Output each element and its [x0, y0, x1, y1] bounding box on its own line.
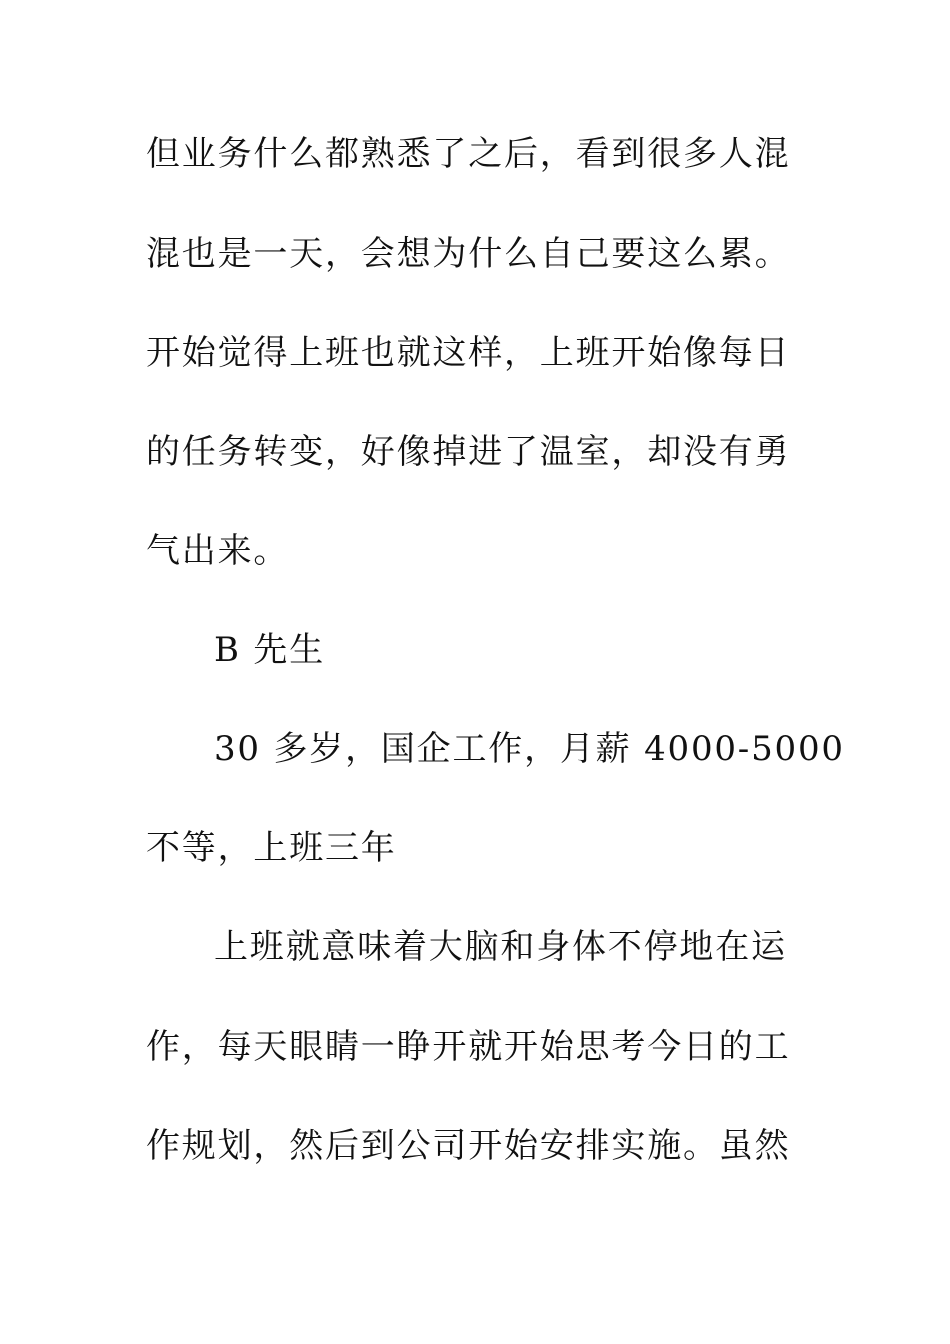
paragraph-line: 30 多岁，国企工作，月薪 4000-5000 [214, 729, 845, 769]
paragraph-line: 的任务转变，好像掉进了温室，却没有勇 [146, 432, 791, 472]
paragraph-line: 混也是一天，会想为什么自己要这么累。 [146, 234, 791, 274]
section-heading: B 先生 [214, 630, 325, 670]
paragraph-line: 开始觉得上班也就这样，上班开始像每日 [146, 333, 791, 373]
paragraph-line: 但业务什么都熟悉了之后，看到很多人混 [146, 134, 791, 174]
paragraph-line: 作，每天眼睛一睁开就开始思考今日的工 [146, 1027, 791, 1067]
paragraph-line: 作规划，然后到公司开始安排实施。虽然 [146, 1126, 791, 1166]
paragraph-line: 气出来。 [146, 531, 290, 571]
paragraph-line: 上班就意味着大脑和身体不停地在运 [214, 927, 787, 967]
paragraph-line: 不等，上班三年 [146, 828, 397, 868]
